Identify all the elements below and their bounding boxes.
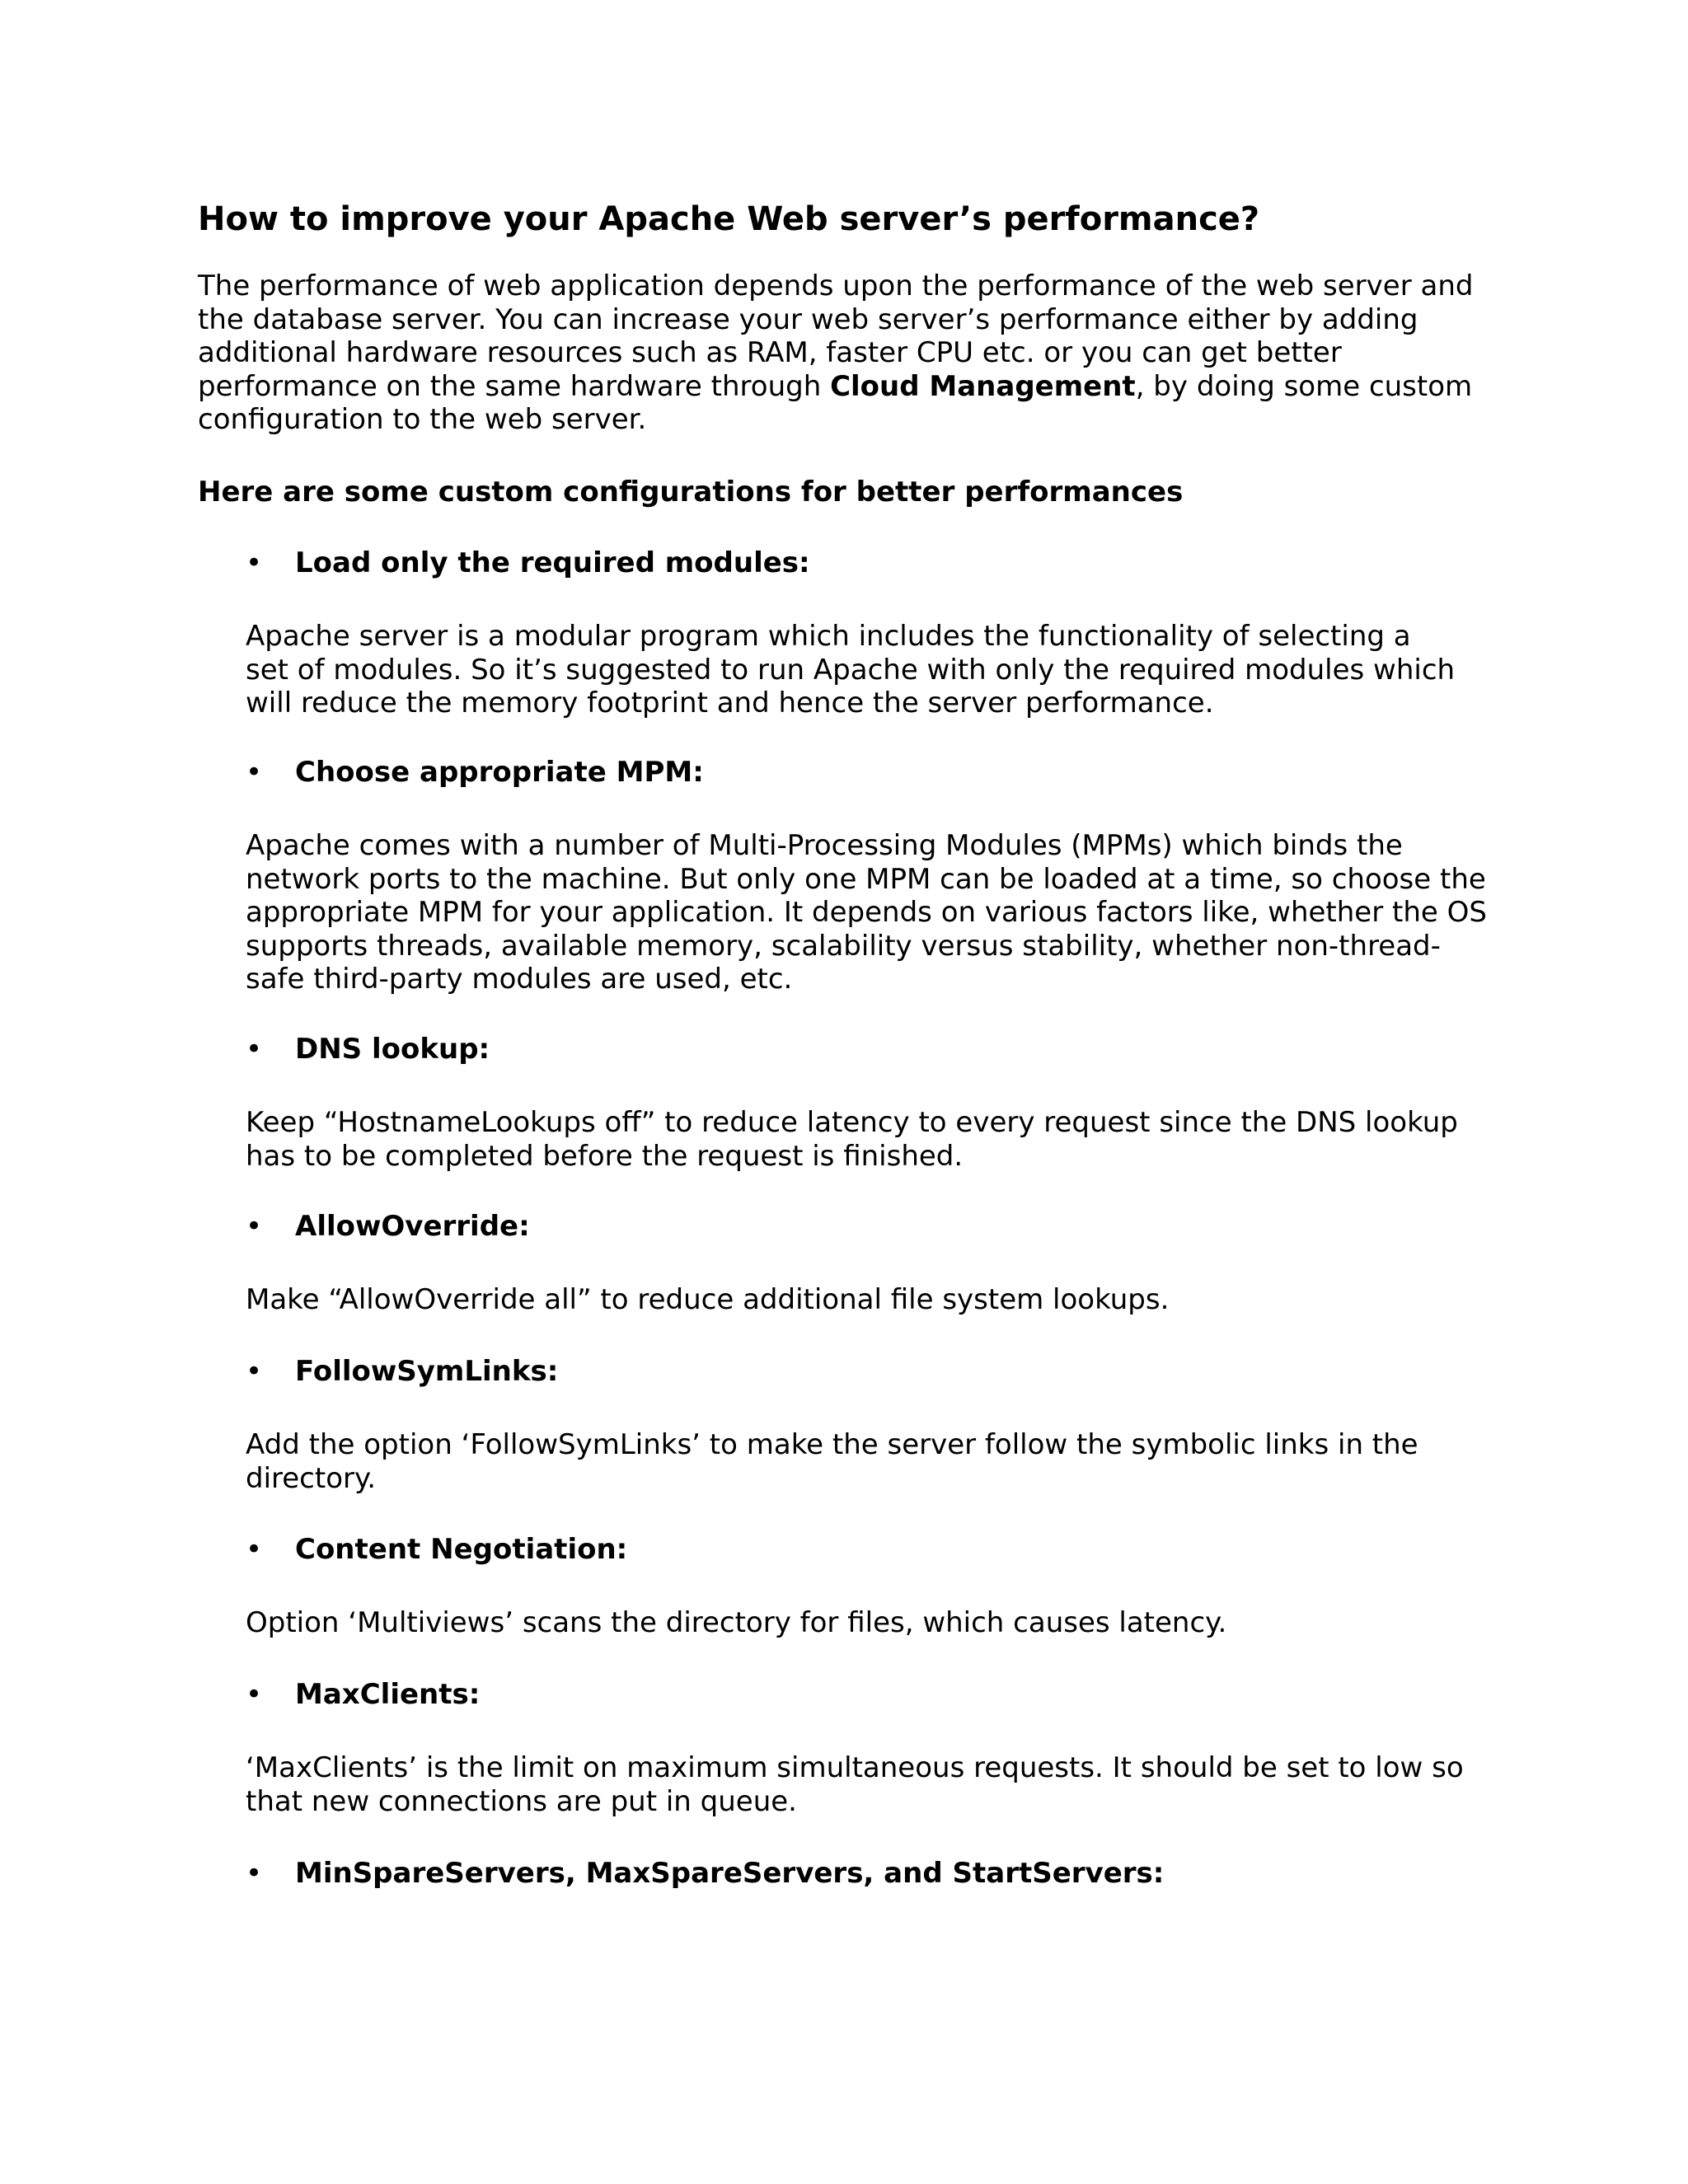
intro-line: the database server. You can increase your web server’s performance either by adding: [198, 302, 1418, 336]
bullet-heading-text: MinSpareServers, MaxSpareServers, and StartServers:: [295, 1857, 1165, 1890]
section-body: [246, 1283, 1169, 1317]
bullet-heading-text: Choose appropriate MPM:: [295, 756, 704, 789]
body-line: appropriate MPM for your application. It depends on various factors like, whether the OS: [246, 896, 1487, 929]
body-line: directory.: [246, 1461, 377, 1495]
section-body: [246, 1751, 1464, 1818]
body-line: Apache server is a modular program which includes the functionality of selecting a: [246, 620, 1411, 653]
intro-text: , by doing some custom: [1135, 369, 1473, 403]
body-line: Keep “HostnameLookups off” to reduce latency to every request since the DNS lookup: [246, 1106, 1458, 1139]
body-line: Make “AllowOverride all” to reduce additional file system lookups.: [246, 1283, 1170, 1316]
body-line: network ports to the machine. But only one MPM can be loaded at a time, so choose the: [246, 862, 1486, 896]
bullet-heading-text: Load only the required modules:: [295, 546, 810, 579]
intro-line: additional hardware resources such as RAM, faster CPU etc. or you can get better: [198, 336, 1342, 369]
bullet-icon: •: [246, 1857, 263, 1890]
bullet-heading: [246, 546, 810, 579]
intro-text: performance on the same hardware through: [198, 369, 831, 403]
section-subheading: Here are some custom configurations for better performances: [198, 476, 1184, 509]
intro-line: configuration to the web server.: [198, 403, 647, 436]
bullet-icon: •: [246, 1210, 263, 1243]
body-line: safe third-party modules are used, etc.: [246, 963, 793, 996]
bullet-icon: •: [246, 1533, 263, 1566]
body-line: has to be completed before the request is finished.: [246, 1139, 964, 1173]
cloud-management-emphasis: Cloud Management: [830, 369, 1136, 403]
section-body: [246, 829, 1487, 996]
bullet-heading-text: MaxClients:: [295, 1678, 481, 1711]
body-line: set of modules. So it’s suggested to run Apache with only the required modules which: [246, 653, 1456, 687]
body-line: Apache comes with a number of Multi-Processing Modules (MPMs) which binds the: [246, 829, 1403, 862]
intro-line: [198, 370, 1517, 404]
body-line: Add the option ‘FollowSymLinks’ to make the server follow the symbolic links in the: [246, 1428, 1418, 1461]
body-line: Option ‘Multiviews’ scans the directory for files, which causes latency.: [246, 1606, 1227, 1639]
body-line: ‘MaxClients’ is the limit on maximum simultaneous requests. It should be set to low so: [246, 1751, 1464, 1784]
section-body: [246, 620, 1455, 720]
bullet-heading: [246, 756, 704, 789]
intro-line: The performance of web application depends upon the performance of the web server and: [198, 269, 1474, 302]
section-body: [246, 1106, 1458, 1173]
bullet-heading-text: FollowSymLinks:: [295, 1355, 559, 1388]
body-line: will reduce the memory footprint and hence the server performance.: [246, 687, 1214, 719]
bullet-icon: •: [246, 1355, 263, 1388]
body-line: that new connections are put in queue.: [246, 1784, 797, 1818]
bullet-icon: •: [246, 756, 263, 789]
bullet-heading: [246, 1857, 1164, 1890]
bullet-heading: [246, 1678, 480, 1711]
bullet-icon: •: [246, 1678, 263, 1711]
section-body: [246, 1606, 1226, 1640]
bullet-heading: [246, 1355, 558, 1388]
body-line: supports threads, available memory, scalability versus stability, whether non-thread-: [246, 929, 1441, 963]
bullet-heading-text: Content Negotiation:: [295, 1533, 628, 1566]
section-body: [246, 1428, 1418, 1495]
bullet-icon: •: [246, 546, 263, 579]
intro-paragraph: [198, 269, 1517, 437]
bullet-heading: [246, 1033, 490, 1066]
page-title: How to improve your Apache Web server’s performance?: [198, 200, 1260, 238]
bullet-icon: •: [246, 1033, 263, 1066]
bullet-heading: [246, 1210, 530, 1243]
bullet-heading-text: AllowOverride:: [295, 1210, 530, 1243]
bullet-heading: [246, 1533, 627, 1566]
bullet-heading-text: DNS lookup:: [295, 1033, 490, 1066]
